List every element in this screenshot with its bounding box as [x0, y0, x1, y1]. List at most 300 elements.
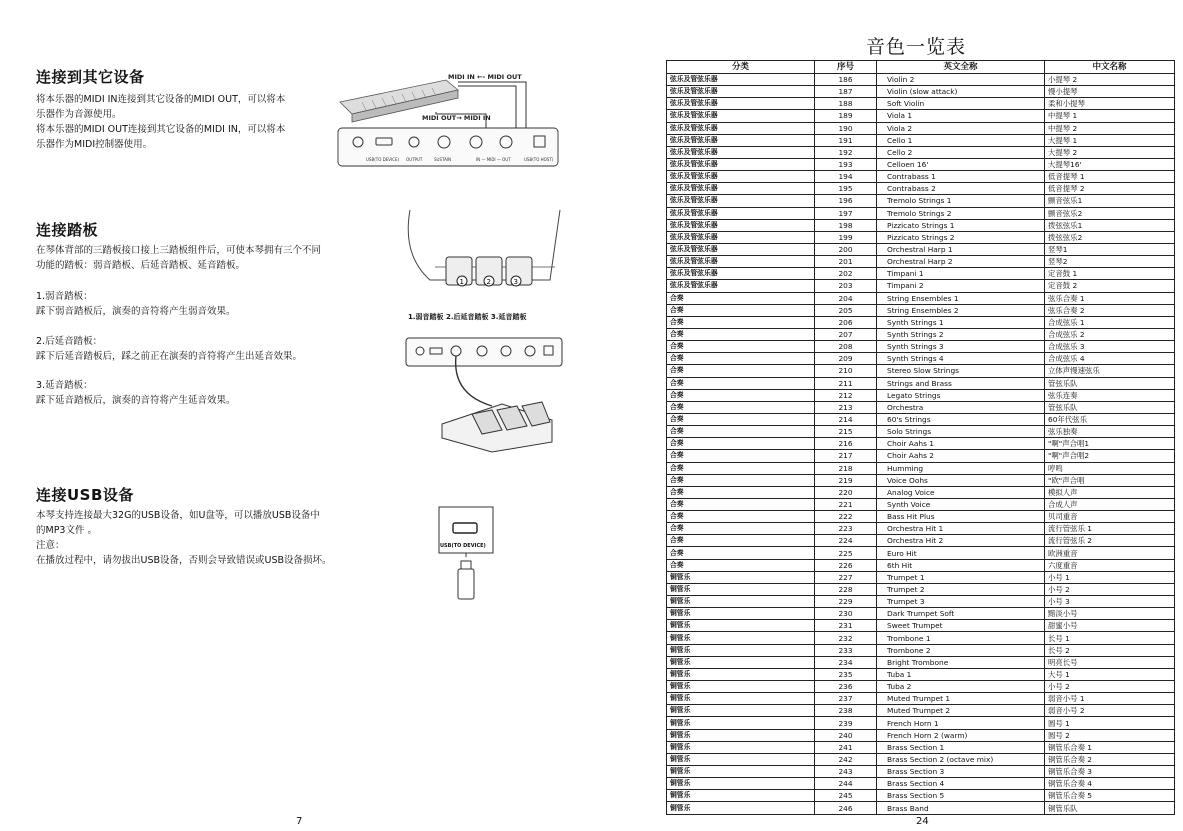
usb-port-diagram	[437, 505, 497, 601]
usb-line: 本琴支持连接最大32G的USB设备，如U盘等，可以播放USB设备中	[36, 510, 320, 521]
cell-english-name: Brass Band	[877, 802, 1045, 814]
cell-english-name: Synth Strings 2	[877, 328, 1045, 340]
cell-category: 铜管乐	[667, 705, 815, 717]
cell-english-name: 60's Strings	[877, 413, 1045, 425]
cell-chinese-name: 低音提琴 2	[1045, 183, 1175, 195]
cell-chinese-name: 铜管乐合奏 5	[1045, 790, 1175, 802]
pedal-item-3	[36, 378, 236, 408]
cell-number: 195	[815, 183, 877, 195]
cell-chinese-name: 小号 3	[1045, 596, 1175, 608]
cell-english-name: String Ensembles 1	[877, 292, 1045, 304]
table-row	[667, 86, 1175, 98]
cell-english-name: Orchestral Harp 1	[877, 243, 1045, 255]
cell-chinese-name: 弦乐独奏	[1045, 426, 1175, 438]
cell-category: 弦乐及管弦乐器	[667, 256, 815, 268]
table-row	[667, 535, 1175, 547]
cell-number: 246	[815, 802, 877, 814]
cell-english-name: French Horn 1	[877, 717, 1045, 729]
cell-number: 201	[815, 256, 877, 268]
table-row	[667, 778, 1175, 790]
midi-connection-diagram	[336, 72, 562, 170]
table-row	[667, 571, 1175, 583]
cell-number: 226	[815, 559, 877, 571]
cell-number: 202	[815, 268, 877, 280]
table-row	[667, 146, 1175, 158]
cell-chinese-name: 立体声慢速弦乐	[1045, 365, 1175, 377]
cell-chinese-name: 模拟人声	[1045, 486, 1175, 498]
cell-english-name: Legato Strings	[877, 389, 1045, 401]
tone-table	[666, 60, 1175, 815]
section-title-midi: 连接到其它设备	[36, 68, 145, 86]
cell-number: 196	[815, 195, 877, 207]
cell-number: 205	[815, 304, 877, 316]
cell-chinese-name: "啊"声合唱1	[1045, 438, 1175, 450]
cell-chinese-name: 合成人声	[1045, 498, 1175, 510]
cell-category: 铜管乐	[667, 668, 815, 680]
table-row	[667, 280, 1175, 292]
cell-english-name: Viola 1	[877, 110, 1045, 122]
pedal-item-heading: 3.延音踏板：	[36, 380, 93, 391]
table-row	[667, 486, 1175, 498]
table-row	[667, 256, 1175, 268]
table-row	[667, 158, 1175, 170]
cell-english-name: Timpani 2	[877, 280, 1045, 292]
cell-category: 合奏	[667, 474, 815, 486]
table-row	[667, 802, 1175, 814]
cell-chinese-name: 铜管乐合奏 2	[1045, 753, 1175, 765]
cell-category: 合奏	[667, 547, 815, 559]
cell-number: 223	[815, 523, 877, 535]
cell-number: 197	[815, 207, 877, 219]
cell-number: 191	[815, 134, 877, 146]
cell-english-name: French Horn 2 (warm)	[877, 729, 1045, 741]
table-row	[667, 693, 1175, 705]
table-row	[667, 122, 1175, 134]
cell-number: 225	[815, 547, 877, 559]
right-page-number: 24	[916, 816, 929, 827]
table-row	[667, 450, 1175, 462]
cell-english-name: Trumpet 3	[877, 596, 1045, 608]
cell-english-name: Brass Section 4	[877, 778, 1045, 790]
cell-category: 铜管乐	[667, 741, 815, 753]
table-row	[667, 316, 1175, 328]
section-title-pedal: 连接踏板	[36, 221, 99, 239]
cell-english-name: Choir Aahs 2	[877, 450, 1045, 462]
cell-english-name: Choir Aahs 1	[877, 438, 1045, 450]
port-label-usb-host: USB(TO HOST)	[524, 157, 554, 162]
cell-category: 铜管乐	[667, 571, 815, 583]
header-number: 序号	[815, 61, 877, 74]
cell-chinese-name: 竖琴2	[1045, 256, 1175, 268]
cell-category: 合奏	[667, 462, 815, 474]
table-row	[667, 511, 1175, 523]
table-row	[667, 656, 1175, 668]
cell-english-name: Muted Trumpet 2	[877, 705, 1045, 717]
cell-category: 弦乐及管弦乐器	[667, 122, 815, 134]
cell-chinese-name: 大号 1	[1045, 668, 1175, 680]
port-label-usb-device: USB(TO DEVICE)	[366, 157, 400, 162]
cell-number: 218	[815, 462, 877, 474]
cell-chinese-name: 慢小提琴	[1045, 86, 1175, 98]
cell-number: 222	[815, 511, 877, 523]
table-row	[667, 183, 1175, 195]
cell-chinese-name: 弦乐合奏 1	[1045, 292, 1175, 304]
cell-english-name: String Ensembles 2	[877, 304, 1045, 316]
cell-number: 244	[815, 778, 877, 790]
port-label-sustain: SUSTAIN	[434, 157, 452, 162]
cell-english-name: Orchestra Hit 1	[877, 523, 1045, 535]
cell-english-name: Brass Section 5	[877, 790, 1045, 802]
cell-number: 241	[815, 741, 877, 753]
pedal-item-text: 踩下后延音踏板后，踩之前正在演奏的音符将产生出延音效果。	[36, 351, 303, 362]
cell-number: 219	[815, 474, 877, 486]
cell-category: 弦乐及管弦乐器	[667, 134, 815, 146]
cell-english-name: Stereo Slow Strings	[877, 365, 1045, 377]
cell-english-name: Euro Hit	[877, 547, 1045, 559]
cell-chinese-name: 大提琴 2	[1045, 146, 1175, 158]
cell-chinese-name: 贝司重音	[1045, 511, 1175, 523]
cell-chinese-name: 长号 1	[1045, 632, 1175, 644]
cell-english-name: Orchestra Hit 2	[877, 535, 1045, 547]
cell-category: 弦乐及管弦乐器	[667, 219, 815, 231]
cell-category: 铜管乐	[667, 681, 815, 693]
usb-line: 的MP3文件 。	[36, 525, 97, 536]
cell-chinese-name: 管弦乐队	[1045, 377, 1175, 389]
table-row	[667, 195, 1175, 207]
cell-chinese-name: 合成弦乐 4	[1045, 353, 1175, 365]
cell-number: 192	[815, 146, 877, 158]
header-category: 分类	[667, 61, 815, 74]
table-row	[667, 268, 1175, 280]
cell-chinese-name: 低音提琴 1	[1045, 171, 1175, 183]
cell-english-name: Cello 2	[877, 146, 1045, 158]
cell-number: 212	[815, 389, 877, 401]
pedal-item-text: 踩下延音踏板后，演奏的音符将产生延音效果。	[36, 395, 236, 406]
table-row	[667, 668, 1175, 680]
cell-english-name: Tuba 1	[877, 668, 1045, 680]
port-label-output: OUTPUT	[406, 157, 423, 162]
cell-number: 220	[815, 486, 877, 498]
table-row	[667, 608, 1175, 620]
cell-number: 243	[815, 766, 877, 778]
cell-category: 铜管乐	[667, 656, 815, 668]
cell-category: 合奏	[667, 401, 815, 413]
cell-number: 232	[815, 632, 877, 644]
cell-chinese-name: 拨弦弦乐2	[1045, 231, 1175, 243]
table-row	[667, 583, 1175, 595]
cell-number: 224	[815, 535, 877, 547]
table-row	[667, 377, 1175, 389]
cell-category: 铜管乐	[667, 596, 815, 608]
cell-english-name: Violin (slow attack)	[877, 86, 1045, 98]
cell-chinese-name: 中提琴 1	[1045, 110, 1175, 122]
cell-chinese-name: 弦乐合奏 2	[1045, 304, 1175, 316]
cell-chinese-name: 大提琴 1	[1045, 134, 1175, 146]
cell-english-name: Sweet Trumpet	[877, 620, 1045, 632]
section-title-usb: 连接USB设备	[36, 486, 134, 504]
cell-category: 铜管乐	[667, 729, 815, 741]
cell-chinese-name: 大提琴16'	[1045, 158, 1175, 170]
table-row	[667, 753, 1175, 765]
cell-category: 合奏	[667, 438, 815, 450]
table-row	[667, 596, 1175, 608]
cell-english-name: Voice Oohs	[877, 474, 1045, 486]
cell-number: 234	[815, 656, 877, 668]
cell-category: 弦乐及管弦乐器	[667, 98, 815, 110]
cell-english-name: Violin 2	[877, 74, 1045, 86]
cell-chinese-name: 竖琴1	[1045, 243, 1175, 255]
cell-category: 铜管乐	[667, 778, 815, 790]
cell-category: 合奏	[667, 316, 815, 328]
pedal-item-2	[36, 334, 302, 364]
cell-category: 弦乐及管弦乐器	[667, 171, 815, 183]
cell-category: 合奏	[667, 377, 815, 389]
cell-chinese-name: 小号 1	[1045, 571, 1175, 583]
table-row	[667, 243, 1175, 255]
usb-port-label: USB(TO DEVICE)	[440, 543, 486, 549]
cell-english-name: Strings and Brass	[877, 377, 1045, 389]
cell-chinese-name: 颤音弦乐1	[1045, 195, 1175, 207]
cell-number: 236	[815, 681, 877, 693]
cell-number: 204	[815, 292, 877, 304]
cell-number: 237	[815, 693, 877, 705]
cell-number: 203	[815, 280, 877, 292]
table-row	[667, 341, 1175, 353]
cell-category: 铜管乐	[667, 753, 815, 765]
pedal-back-panel-diagram	[402, 334, 566, 454]
table-row	[667, 328, 1175, 340]
cell-chinese-name: 合成弦乐 1	[1045, 316, 1175, 328]
table-row	[667, 766, 1175, 778]
cell-english-name: Muted Trumpet 1	[877, 693, 1045, 705]
cell-category: 合奏	[667, 426, 815, 438]
cell-number: 231	[815, 620, 877, 632]
table-row	[667, 353, 1175, 365]
cell-chinese-name: 铜管乐队	[1045, 802, 1175, 814]
cell-chinese-name: 定音鼓 2	[1045, 280, 1175, 292]
cell-english-name: Tuba 2	[877, 681, 1045, 693]
cell-number: 242	[815, 753, 877, 765]
cell-category: 合奏	[667, 292, 815, 304]
cell-number: 239	[815, 717, 877, 729]
cell-english-name: Viola 2	[877, 122, 1045, 134]
usb-line: 在播放过程中，请勿拔出USB设备，否则会导致错误或USB设备损坏。	[36, 555, 332, 566]
cell-number: 245	[815, 790, 877, 802]
cell-number: 188	[815, 98, 877, 110]
cell-english-name: Soft Violin	[877, 98, 1045, 110]
table-row	[667, 438, 1175, 450]
cell-category: 合奏	[667, 389, 815, 401]
header-chinese-name: 中文名称	[1045, 61, 1175, 74]
cell-english-name: Cello 1	[877, 134, 1045, 146]
pedal-diagram	[400, 205, 566, 325]
pedal-item-heading: 1.弱音踏板：	[36, 291, 93, 302]
cell-number: 216	[815, 438, 877, 450]
cell-chinese-name: 欧洲重音	[1045, 547, 1175, 559]
cell-category: 铜管乐	[667, 717, 815, 729]
left-page-number: 7	[296, 816, 303, 827]
cell-category: 铜管乐	[667, 632, 815, 644]
cell-category: 铜管乐	[667, 608, 815, 620]
pedal-item-1	[36, 289, 236, 319]
cell-chinese-name: 铜管乐合奏 4	[1045, 778, 1175, 790]
cell-number: 240	[815, 729, 877, 741]
cell-number: 230	[815, 608, 877, 620]
cell-chinese-name: 弱音小号 2	[1045, 705, 1175, 717]
usb-description	[36, 508, 396, 568]
cell-category: 合奏	[667, 304, 815, 316]
cell-category: 弦乐及管弦乐器	[667, 243, 815, 255]
table-row	[667, 741, 1175, 753]
cell-number: 207	[815, 328, 877, 340]
cell-english-name: Tremolo Strings 1	[877, 195, 1045, 207]
cell-category: 合奏	[667, 353, 815, 365]
table-row	[667, 705, 1175, 717]
cell-english-name: Orchestra	[877, 401, 1045, 413]
table-row	[667, 632, 1175, 644]
cell-category: 铜管乐	[667, 790, 815, 802]
cell-number: 229	[815, 596, 877, 608]
cell-chinese-name: 合成弦乐 3	[1045, 341, 1175, 353]
cell-category: 合奏	[667, 559, 815, 571]
cell-category: 合奏	[667, 328, 815, 340]
cell-english-name: Contrabass 2	[877, 183, 1045, 195]
midi-line: 乐器作为MIDI控制器使用。	[36, 139, 153, 150]
cell-chinese-name: 柔和小提琴	[1045, 98, 1175, 110]
table-row	[667, 620, 1175, 632]
cell-number: 221	[815, 498, 877, 510]
cell-category: 弦乐及管弦乐器	[667, 146, 815, 158]
cell-english-name: Celloen 16'	[877, 158, 1045, 170]
table-row	[667, 681, 1175, 693]
cell-category: 合奏	[667, 523, 815, 535]
cell-english-name: Trumpet 1	[877, 571, 1045, 583]
cell-english-name: Tremolo Strings 2	[877, 207, 1045, 219]
cell-category: 合奏	[667, 341, 815, 353]
cell-english-name: 6th Hit	[877, 559, 1045, 571]
table-row	[667, 547, 1175, 559]
table-row	[667, 498, 1175, 510]
cell-category: 弦乐及管弦乐器	[667, 110, 815, 122]
table-row	[667, 74, 1175, 86]
cell-category: 弦乐及管弦乐器	[667, 195, 815, 207]
table-row	[667, 474, 1175, 486]
cell-chinese-name: 弦乐连奏	[1045, 389, 1175, 401]
cell-english-name: Brass Section 2 (octave mix)	[877, 753, 1045, 765]
cell-chinese-name: 拨弦弦乐1	[1045, 219, 1175, 231]
table-row	[667, 231, 1175, 243]
table-row	[667, 413, 1175, 425]
cell-category: 铜管乐	[667, 583, 815, 595]
pedal-diagram-caption: 1.弱音踏板 2.后延音踏板 3.延音踏板	[408, 313, 527, 321]
cell-english-name: Dark Trumpet Soft	[877, 608, 1045, 620]
table-row	[667, 644, 1175, 656]
cell-english-name: Trombone 1	[877, 632, 1045, 644]
cell-category: 合奏	[667, 450, 815, 462]
cell-chinese-name: 甜蜜小号	[1045, 620, 1175, 632]
cell-chinese-name: 黯淡小号	[1045, 608, 1175, 620]
cell-number: 208	[815, 341, 877, 353]
table-row	[667, 171, 1175, 183]
table-row	[667, 365, 1175, 377]
pedal-number-3: 3	[513, 278, 518, 286]
cell-number: 194	[815, 171, 877, 183]
table-row	[667, 110, 1175, 122]
cell-number: 217	[815, 450, 877, 462]
midi-label-top: MIDI IN ←- MIDI OUT	[448, 73, 522, 81]
table-header-row	[667, 61, 1175, 74]
cell-number: 200	[815, 243, 877, 255]
cell-english-name: Bright Trombone	[877, 656, 1045, 668]
cell-chinese-name: 明亮长号	[1045, 656, 1175, 668]
cell-chinese-name: 流行管弦乐 2	[1045, 535, 1175, 547]
cell-chinese-name: "啊"声合唱2	[1045, 450, 1175, 462]
pedal-item-heading: 2.后延音踏板：	[36, 336, 103, 347]
cell-number: 193	[815, 158, 877, 170]
cell-chinese-name: 定音鼓 1	[1045, 268, 1175, 280]
table-row	[667, 389, 1175, 401]
pedal-intro-line: 在琴体背部的三踏板接口接上三踏板组件后，可使本琴拥有三个不同	[36, 245, 322, 256]
cell-english-name: Solo Strings	[877, 426, 1045, 438]
table-row	[667, 462, 1175, 474]
cell-english-name: Synth Strings 1	[877, 316, 1045, 328]
cell-category: 弦乐及管弦乐器	[667, 268, 815, 280]
cell-chinese-name: 颤音弦乐2	[1045, 207, 1175, 219]
cell-category: 弦乐及管弦乐器	[667, 74, 815, 86]
cell-chinese-name: 合成弦乐 2	[1045, 328, 1175, 340]
cell-number: 214	[815, 413, 877, 425]
cell-category: 合奏	[667, 511, 815, 523]
cell-number: 199	[815, 231, 877, 243]
cell-number: 233	[815, 644, 877, 656]
cell-english-name: Humming	[877, 462, 1045, 474]
table-row	[667, 790, 1175, 802]
cell-category: 弦乐及管弦乐器	[667, 280, 815, 292]
cell-chinese-name: 哼鸣	[1045, 462, 1175, 474]
cell-chinese-name: 流行管弦乐 1	[1045, 523, 1175, 535]
cell-english-name: Trombone 2	[877, 644, 1045, 656]
cell-category: 铜管乐	[667, 644, 815, 656]
cell-english-name: Brass Section 3	[877, 766, 1045, 778]
cell-number: 189	[815, 110, 877, 122]
cell-chinese-name: "欧"声合唱	[1045, 474, 1175, 486]
cell-number: 209	[815, 353, 877, 365]
cell-category: 弦乐及管弦乐器	[667, 207, 815, 219]
usb-line: 注意：	[36, 540, 65, 551]
cell-english-name: Synth Strings 4	[877, 353, 1045, 365]
cell-english-name: Timpani 1	[877, 268, 1045, 280]
header-english-name: 英文全称	[877, 61, 1045, 74]
tone-list-title: 音色一览表	[866, 36, 967, 58]
cell-number: 198	[815, 219, 877, 231]
cell-category: 铜管乐	[667, 802, 815, 814]
midi-description	[36, 92, 336, 152]
cell-chinese-name: 小号 2	[1045, 681, 1175, 693]
cell-number: 213	[815, 401, 877, 413]
cell-chinese-name: 弱音小号 1	[1045, 693, 1175, 705]
table-row	[667, 292, 1175, 304]
cell-chinese-name: 管弦乐队	[1045, 401, 1175, 413]
cell-chinese-name: 圆号 2	[1045, 729, 1175, 741]
cell-chinese-name: 铜管乐合奏 3	[1045, 766, 1175, 778]
midi-label-mid: MIDI OUT→ MIDI IN	[422, 114, 491, 122]
cell-chinese-name: 小提琴 2	[1045, 74, 1175, 86]
table-row	[667, 729, 1175, 741]
cell-chinese-name: 60年代弦乐	[1045, 413, 1175, 425]
cell-english-name: Trumpet 2	[877, 583, 1045, 595]
cell-category: 铜管乐	[667, 693, 815, 705]
table-row	[667, 717, 1175, 729]
